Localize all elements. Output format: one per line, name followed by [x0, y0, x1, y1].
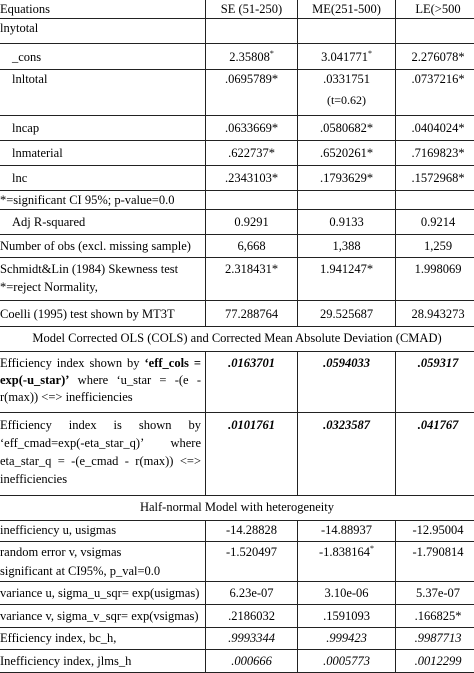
- row-label: lnltotal: [0, 70, 206, 115]
- cell-le: 5.37e-07: [415, 586, 461, 600]
- cell-me: 1.941247*: [298, 258, 396, 300]
- table-row: [0, 44, 474, 70]
- table-row: [0, 210, 474, 235]
- cell-se: -1.520497: [206, 542, 298, 581]
- section-title-cols-cmad: Model Corrected OLS (COLS) and Corrected Mean Absolute Deviation (CMAD): [32, 331, 442, 345]
- header-le: LE(>500: [415, 2, 461, 16]
- cell-le: .0737216*: [411, 72, 465, 86]
- row-label: Inefficiency index, jlms_h: [0, 650, 206, 672]
- cell-se: 6.23e-07: [206, 582, 298, 604]
- t-statistic-note: (t=0.62): [326, 93, 367, 107]
- row-label: _cons: [0, 44, 206, 69]
- cell-me: 3.10e-06: [298, 582, 396, 604]
- header-equations: Equations: [0, 0, 206, 18]
- cell-me: -1.838164*: [298, 542, 396, 581]
- row-label: Number of obs (excl. missing sample): [0, 235, 206, 257]
- row-label: Efficiency index shown by ‘eff_cols = exp(-u_star)’ where ‘u_star = -(e - r(max)) <=> inefficiencies: [0, 352, 206, 412]
- cell-le: .0012299: [414, 654, 462, 668]
- cell-me: .0331751 (t=0.62): [298, 70, 396, 115]
- cell-se: .2186032: [206, 605, 298, 627]
- cell-me: .999423: [298, 628, 396, 649]
- cell-me: 3.041771*: [298, 44, 396, 69]
- cell-se: 6,668: [206, 235, 298, 257]
- cell-se: -14.28828: [206, 521, 298, 541]
- table-row: [0, 413, 474, 496]
- table-row: [0, 352, 474, 413]
- table-row: [0, 542, 474, 582]
- cell-le: .059317: [417, 356, 459, 370]
- table-row: [0, 628, 474, 650]
- cell-le: 0.9214: [420, 215, 456, 229]
- row-label: Efficiency index, bc_h,: [0, 628, 206, 649]
- significance-note: *=significant CI 95%; p-value=0.0: [0, 191, 206, 209]
- section-title-half-normal: Half-normal Model with heterogeneity: [139, 500, 335, 514]
- row-label: lnmaterial: [0, 141, 206, 165]
- table-row: [0, 582, 474, 605]
- cell-se: .0633669*: [206, 116, 298, 140]
- cell-le: .041767: [417, 418, 459, 432]
- table-row: [0, 258, 474, 301]
- section-title-row: [0, 496, 474, 521]
- table-row: [0, 70, 474, 116]
- cell-se: .0695789*: [206, 70, 298, 115]
- dependent-variable-label: lnytotal: [0, 19, 206, 43]
- cell-me: -14.88937: [298, 521, 396, 541]
- cell-se: .622737*: [206, 141, 298, 165]
- cell-me: 29.525687: [298, 301, 396, 326]
- table-row: [0, 605, 474, 628]
- row-label: variance u, sigma_u_sqr= exp(usigmas): [0, 582, 206, 604]
- cell-le: 1,259: [423, 239, 453, 253]
- cell-se: .0101761: [206, 413, 298, 495]
- header-me: ME(251-500): [298, 0, 396, 18]
- cell-me: .0005773: [298, 650, 396, 672]
- row-label: Schmidt&Lin (1984) Skewness test *=reject Normality,: [0, 258, 206, 300]
- cell-se: 2.318431*: [206, 258, 298, 300]
- cell-se: .000666: [206, 650, 298, 672]
- table-row: [0, 650, 474, 673]
- cell-me: 1,388: [298, 235, 396, 257]
- cell-le: .9987713: [414, 631, 462, 645]
- row-label: variance v, sigma_v_sqr= exp(vsigmas): [0, 605, 206, 627]
- cell-se: 2.35808*: [206, 44, 298, 69]
- cell-le: 2.276078*: [411, 50, 465, 64]
- cell-me: .1793629*: [298, 166, 396, 190]
- cell-se: .2343103*: [206, 166, 298, 190]
- row-label: Adj R-squared: [0, 210, 206, 234]
- cell-me: .0323587: [298, 413, 396, 495]
- cell-le: .166825*: [414, 609, 462, 623]
- cell-le: -1.790814: [412, 545, 464, 559]
- cell-le: .7169823*: [411, 146, 465, 160]
- table-row: [0, 235, 474, 258]
- table-row: [0, 191, 474, 210]
- row-label: random error v, vsigmas significant at CI95%, p_val=0.0: [0, 542, 206, 581]
- cell-me: .0580682*: [298, 116, 396, 140]
- cell-me: 0.9133: [298, 210, 396, 234]
- row-label: inefficiency u, usigmas: [0, 521, 206, 541]
- cell-me: .6520261*: [298, 141, 396, 165]
- cell-le: .0404024*: [411, 121, 465, 135]
- row-label: Coelli (1995) test shown by MT3T: [0, 301, 206, 326]
- cell-le: .1572968*: [411, 171, 465, 185]
- table-row: [0, 166, 474, 191]
- row-label: Efficiency index is shown by ‘eff_cmad=exp(-eta_star_q)’ where eta_star_q = -(e_cmad - r(max)) <=> inefficiencies: [0, 413, 206, 495]
- cell-me: .0594033: [298, 352, 396, 412]
- row-label: lncap: [0, 116, 206, 140]
- header-se: SE (51-250): [206, 0, 298, 18]
- cell-le: 1.998069: [414, 262, 462, 276]
- section-title-row: [0, 327, 474, 352]
- cell-le: -12.95004: [412, 523, 464, 537]
- table-row: [0, 301, 474, 327]
- cell-se: 77.288764: [206, 301, 298, 326]
- cell-se: .0163701: [206, 352, 298, 412]
- table-row: [0, 19, 474, 44]
- cell-me: .1591093: [298, 605, 396, 627]
- table-header-row: [0, 0, 474, 19]
- row-label: lnc: [0, 166, 206, 190]
- table-row: [0, 116, 474, 141]
- cell-se: .9993344: [206, 628, 298, 649]
- cell-le: 28.943273: [411, 307, 465, 321]
- table-row: [0, 521, 474, 542]
- table-row: [0, 141, 474, 166]
- cell-se: 0.9291: [206, 210, 298, 234]
